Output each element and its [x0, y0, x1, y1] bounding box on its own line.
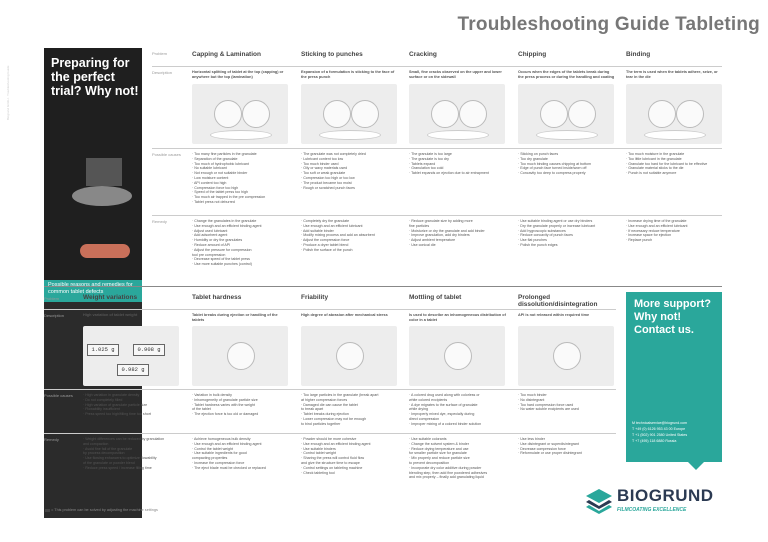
machine-settings-icon: [45, 509, 50, 512]
divider: [152, 215, 722, 216]
row-label-causes: Possible causes: [44, 393, 73, 398]
tablet-image: [431, 100, 459, 128]
tablet-photo: [518, 326, 614, 386]
possible-causes-list: · Too much moisture in the granulate · Too little lubricant in the granulate · Granulate too hard for the lubricant to be effective · Granulate material sticks to the die · Punch is not suitable anymore: [626, 152, 708, 176]
problem-description: High degree of abrasion after mechanical stress: [301, 313, 388, 317]
problem-title: Chipping: [518, 51, 547, 58]
problem-title: Capping & Lamination: [192, 51, 261, 58]
contact-info: [632, 420, 720, 444]
problem-description: Expansion of a formulation is sticking to the face of the press punch: [301, 70, 395, 79]
problem-description: Horizontal splitting of tablet at the top (capping) or anywhere but the top (lamination): [192, 70, 284, 79]
punch-disc-image: [72, 186, 132, 206]
remedy-list: · Achieve homogeneous bulk density · Use enough and an efficient binding agent · Control the tablet weight · Use suitable ingredients for good compacting properties · Increase the compression force · The eject blade must be checked or replaced: [192, 437, 266, 470]
possible-causes-list: · Sticking on punch faces · Too dry granulate · Too much binding causes chipping at bottom · Edge of punch face turned inside/worn off · Concavity too deep to compress properly: [518, 152, 592, 176]
footnote-text: = This problem can be solved by adjusting the machine settings: [51, 508, 158, 512]
divider: [44, 433, 616, 434]
contact-phone-us[interactable]: T +1 (502) 901 2580 United States: [632, 433, 688, 437]
plate-image: [644, 130, 706, 140]
problem-title: Binding: [626, 51, 651, 58]
tablet-image: [676, 100, 704, 128]
tablet-photo: [301, 84, 397, 144]
tablet-photo: [192, 326, 288, 386]
remedy-list: · Change the granulates in the granulate · Use enough and an efficient binding agent · Adjust used lubricant · Add adsorbent agent · Humidity or dry the granulates · Reduce amount of API · Adjust the pressure for compression tool pre compression · Decrease speed of the tablet press · Use more suitable punches (control): [192, 219, 262, 267]
brand-tagline: FILMCOATING EXCELLENCE: [617, 507, 687, 513]
tablet-photo: [626, 84, 722, 144]
remedy-list: · Reduce granulate size by adding more fine particles · Moisturize or dry the granulate and add binder · Improve granulation, add dry binders · Adjust ambient temperature · Use conical die: [409, 219, 485, 247]
remedy-list: · Use suitable binding agent or use dry binders · Dry the granulate properly or increase lubricant · Add hygroscopic substances · Reduce concavity of punch faces · Use flat punches · Polish the punch edges: [518, 219, 596, 247]
remedy-list: · Use less binder · Use disintegrant or superdisintegrant · Decrease compression force · Reformulate or use proper disintegrant: [518, 437, 582, 456]
promo-headline: Preparing for the perfect trial? Why not!: [51, 56, 139, 98]
tablet-photo: [83, 326, 179, 386]
problem-description: High variation of tablet weight: [83, 313, 138, 317]
speech-tail: [686, 460, 706, 470]
tablet-image: [540, 100, 568, 128]
punch-holder-image: [86, 158, 122, 186]
row-label-description: Description: [44, 313, 65, 318]
page-title: Troubleshooting Guide Tableting: [457, 14, 760, 35]
tablet-image: [336, 342, 364, 370]
row-label-remedy: Remedy: [152, 219, 167, 224]
promo-subline: Possible reasons and remedies for common tablet defects: [44, 280, 142, 302]
problem-title: Mottling of tablet: [409, 294, 462, 301]
row-label-problem: Problem: [152, 51, 167, 56]
contact-email[interactable]: M technicalservice@biogrund.com: [632, 421, 687, 425]
scale-readout: 0.982 g: [117, 364, 149, 376]
plate-image: [427, 130, 489, 140]
tablet-image: [568, 100, 596, 128]
problem-title: Sticking to punches: [301, 51, 363, 58]
possible-causes-list: · Variation in bulk density · Inhomogeneity of granulate particle size · Tablet hardness varies with the weight of the tablet · The ejection force is too old or damaged: [192, 393, 259, 417]
tablet-image: [227, 342, 255, 370]
possible-causes-list: · Too many fine particles in the granulate · Separation of the granulate · Too much of hydrophobic lubricant · No suitable lubricant · Not enough or not suitable binder · Low moisture content · API content too high · Compression force too high · Speed of the tablet press too high · Too much air trapped in the pre compression · Tablet press not deburred: [192, 152, 266, 204]
possible-causes-list: · The granulate was not completely dried · Lubricant content too low · Too much binder used · Oily or waxy materials used · Too soft or weak granulate · Compression too high or too low · The product became too moist · Rough or scratched punch faces: [301, 152, 366, 190]
plate-image: [536, 130, 598, 140]
tablet-photo: [518, 84, 614, 144]
plate-image: [210, 130, 272, 140]
problem-description: API is not released within required time: [518, 313, 590, 317]
contact-phone-europe[interactable]: T +49 (0) 6126 953 43 00 Europe: [632, 427, 686, 431]
divider: [44, 309, 616, 310]
tablet-image: [648, 100, 676, 128]
scale-readout: 0.908 g: [133, 344, 165, 356]
tablet-photo: [409, 84, 505, 144]
possible-causes-list: · Too much binder · No disintegrant · Too hard compression force used · No water soluble excipients are used: [518, 393, 579, 412]
side-note: Biogrund GmbH · Troubleshooting Guide: [6, 65, 10, 120]
tablet-photo: [301, 326, 397, 386]
problem-description: Tablet breaks during ejection or handling of the tablets: [192, 313, 278, 322]
problem-description: The term is used when the tablets adhere, seize, or tear in the die: [626, 70, 718, 79]
possible-causes-list: · A colored drug used along with colorless or white colored excipients · A dye migrates to the surface of granulate while drying · Improperly mixed dye, especially during direct compression · Improper mixing of a colored binder solution: [409, 393, 482, 426]
remedy-list: · Weight differences can be reduced by granulation and compaction · Avoid fine fall of the granulate by process decomposition · Use flowing enhancers to optimize flowability of the granulate or powder blend · Reduce press speed / increase filling time: [83, 437, 165, 470]
support-box: [626, 292, 722, 462]
problem-description: Is used to describe an inhomogeneous distribution of color in a tablet: [409, 313, 506, 322]
section-divider: [44, 286, 722, 287]
tablet-image: [444, 342, 472, 370]
problem-title: Prolonged dissolution/disintegration: [518, 294, 598, 308]
problem-description: Small, fine cracks observed on the upper and lower surface or on the sidewall: [409, 70, 502, 79]
row-label-problem: Problem: [44, 296, 59, 301]
biogrund-logo-icon: [585, 488, 613, 514]
divider: [152, 66, 722, 67]
tablet-image: [323, 100, 351, 128]
remedy-list: · Completely dry the granulate · Use enough and an efficient lubricant · Add suitable binder · Modify mixing process and add an absorbent · Adjust the compression force · Produce a dryer tablet blend · Polish the surface of the punch: [301, 219, 375, 252]
tablet-image: [214, 100, 242, 128]
possible-causes-list: · High variation in granulate density · Do not completely filled · High variation of granulate particle size · Flowability insufficient · Press speed too high/filling time too short: [83, 393, 151, 417]
tablet-image: [80, 244, 130, 258]
tablet-photo: [409, 326, 505, 386]
tablet-image: [553, 342, 581, 370]
row-label-remedy: Remedy: [44, 437, 59, 442]
remedy-list: · Powder should be more cohesive · Use enough and an efficient binding agent · Use suitable binders · Control tablet weight · Sharing the press will control fluid flow and give the structure time to escape · Control settings on tableting machine · Check tableting tool: [301, 437, 371, 475]
footnote: [44, 508, 158, 512]
problem-description: Occurs when the edges of the tablets break during the press process or during the handling and coating: [518, 70, 615, 79]
possible-causes-list: · The granulate is too large · The granulate is too dry · Tablets expand · Granulation too cold · Tablet expands on ejection due to air entrapment: [409, 152, 489, 176]
row-label-description: Description: [152, 70, 173, 75]
possible-causes-list: · Too large particles in the granulate (break apart at higher compression forces · Damaged die can cause the tablet to break apart · Tablet breaks during ejection · Lower compression may not be enough to bind particles together: [301, 393, 379, 426]
problem-title: Cracking: [409, 51, 437, 58]
tablet-image: [242, 100, 270, 128]
problem-title: Friability: [301, 294, 329, 301]
brand-logo: [585, 486, 725, 520]
tablet-image: [459, 100, 487, 128]
contact-phone-russia[interactable]: T +7 (495) 118 6880 Russia: [632, 439, 677, 443]
problem-title: Tablet hardness: [192, 294, 242, 301]
scale-readout: 1.025 g: [87, 344, 119, 356]
divider: [152, 148, 722, 149]
brand-name: BIOGRUND: [617, 486, 714, 505]
plate-image: [319, 130, 381, 140]
problem-title: Weight variations: [83, 294, 138, 301]
tablet-image: [351, 100, 379, 128]
divider: [44, 389, 616, 390]
remedy-list: · Use suitable colorants · Change the solvent system & binder · Reduce drying temperature and use for smaller particle size for granulate · Mix properly and reduce particle size to prevent decomposition · Incorporate dry color additive during powder blending step, then add fine powdered adhesives and mix properly – finally add granulating liquid: [409, 437, 488, 480]
support-headline: More support? Why not! Contact us.: [634, 298, 711, 336]
remedy-list: · Increase drying time of the granulate · Use enough and an efficient lubricant · If necessary reduce temperature · Increase space for ejection · Replace punch: [626, 219, 688, 243]
tablet-photo: [192, 84, 288, 144]
row-label-causes: Possible causes: [152, 152, 181, 157]
